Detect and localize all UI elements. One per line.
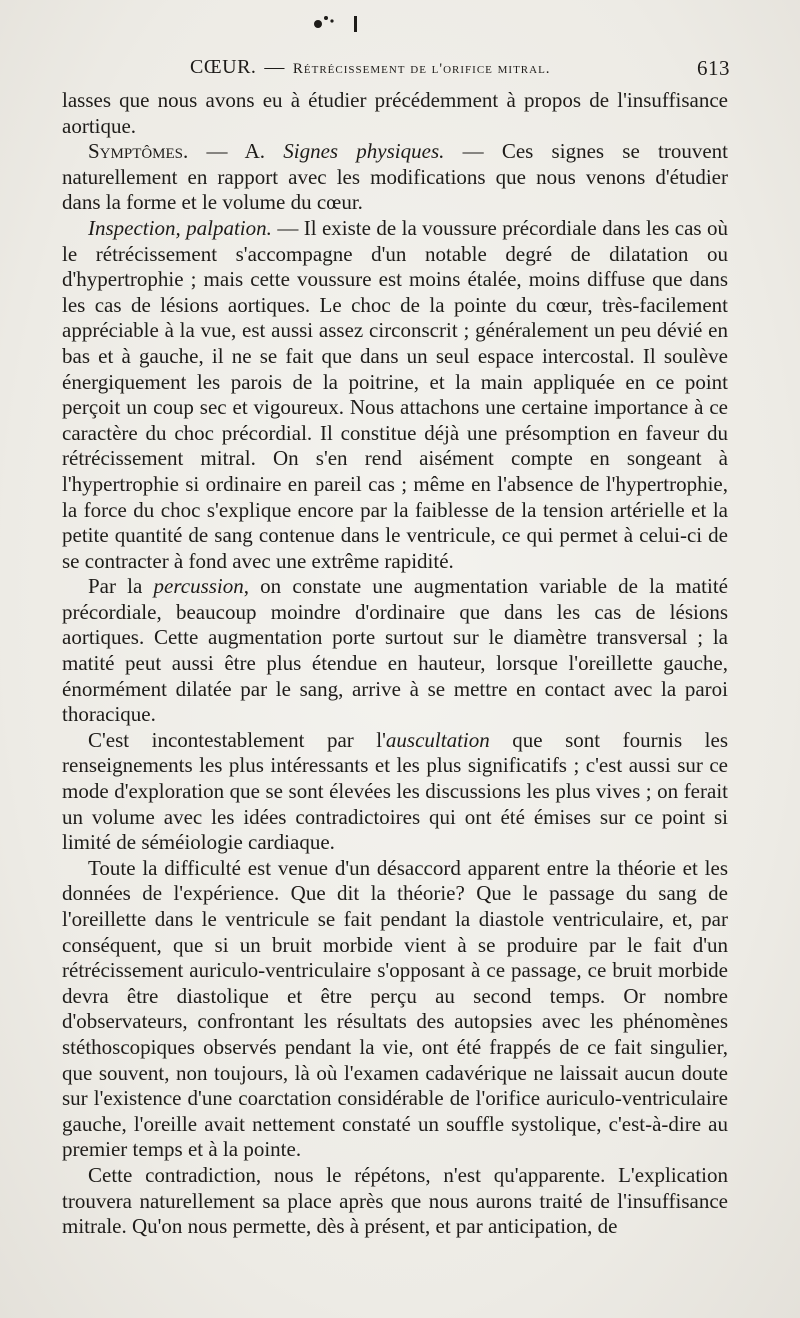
paragraph-contradiction: Cette contradiction, nous le répétons, n'est qu'apparente. L'explication trouvera naturellement sa place après que nous aurons traité de l'insuffisance mitrale. Qu'on nous permette, dès à présent, et par anticipation, de — [62, 1162, 728, 1239]
paragraph-text: , on constate une augmentation variable de la matité précordiale, beaucoup moindre d'ordinaire que dans les cas de lésions aortiques. Cette augmentation porte surtout sur le diamètre transversal ; la matité peut aussi être plus étendue en hauteur, lorsque l'oreillette gauche, énormément dilatée par le sang, arrive à se mettre en contact avec la paroi thoracique. — [62, 574, 728, 727]
paragraph-auscultation — [62, 728, 728, 856]
paragraph-percussion — [62, 574, 728, 728]
body-text — [62, 88, 728, 1240]
running-head-center — [190, 56, 551, 79]
ink-blot-mark — [312, 8, 362, 36]
section-marker: — A. — [188, 139, 284, 164]
paragraph-text: Par la — [88, 574, 154, 599]
emphasis-term: percussion — [153, 574, 244, 599]
paragraph-continuation: lasses que nous avons eu à étudier précédemment à propos de l'insuffisance aortique. — [62, 88, 728, 138]
page-number: 613 — [697, 56, 730, 80]
paragraph-text: C'est incontestablement par l' — [88, 727, 386, 752]
section-label: Symptômes. — [88, 139, 189, 164]
paragraph-inspection — [62, 216, 728, 574]
section-title: Rétrécissement de l'orifice mitral. — [292, 61, 551, 77]
paragraph-text: que sont fournis les renseignements les plus intéressants et les plus significatifs ; c'est aussi sur ce mode d'exploration que se sont élevées les discussions les plus vives ; on ferait un volume avec les idées contradictoires qui ont été émises sur ce point si limité de séméiologie cardiaque. — [62, 727, 728, 855]
subsection-heading: Signes physiques. — [283, 139, 445, 164]
paragraph-symptomes — [62, 139, 728, 216]
paragraph-difficulte: Toute la difficulté est venue d'un désaccord apparent entre la théorie et les données de l'expérience. Que dit la théorie? Que le passage du sang de l'oreillette dans le ventricule se fait pendant la diastole ventriculaire, et, par conséquent, que si un bruit morbide vient à se produire par le fait d'un rétrécissement auriculo-ventriculaire s'opposant à ce passage, ce bruit morbide devra être diastolique et être perçu au second temps. Or nombre d'observateurs, confrontant les résultats des autopsies avec les phénomènes stéthoscopiques observés pendant la vie, ont été frappés de ce fait singulier, que souvent, non toujours, là où l'examen cadavérique ne laissait aucun doute sur l'existence d'une coarctation considérable de l'orifice auriculo-ventriculaire gauche, l'oreille avait nettement constaté un souffle systolique, c'est-à-dire au premier temps et à la pointe. — [62, 855, 728, 1162]
chapter-title: CŒUR. — [190, 56, 257, 78]
running-head — [62, 56, 730, 86]
emphasis-term: auscultation — [385, 727, 490, 752]
subsection-heading: Inspection, palpation. — [88, 215, 272, 240]
paragraph-text: — Il existe de la voussure précordiale dans les cas où le rétrécissement s'accompagne d'un notable degré de dilatation ou d'hypertrophie ; mais cette voussure est moins étalée, moins diffuse que dans les cas de lésions aortiques. Le choc de la pointe du cœur, très-facilement appréciable à la vue, est aussi assez circonscrit ; généralement un peu dévié en bas et à gauche, il ne se fait que dans un seul espace intercostal. Il soulève énergiquement les parois de la poitrine, et la main appliquée en ce point perçoit un coup sec et vigoureux. Nous attachons une certaine importance à ce caractère du choc précordial. Il constitue déjà une présomption en faveur du rétrécissement mitral. On s'en rend aisément compte en songeant à l'hypertrophie si ordinaire en pareil cas ; même en l'absence de l'hypertrophie, la force du choc s'explique encore par la faiblesse de la tension artérielle et la petite quantité de sang contenue dans le ventricule, ce qui permet à celui-ci de se contracter à fond avec une extrême rapidité. — [62, 215, 728, 573]
header-dash: — — [264, 56, 285, 78]
paragraph-text: — Ces signes se trouvent naturellement en rapport avec les modifications que nous venons d'étudier dans la forme et le volume du cœur. — [62, 139, 728, 215]
